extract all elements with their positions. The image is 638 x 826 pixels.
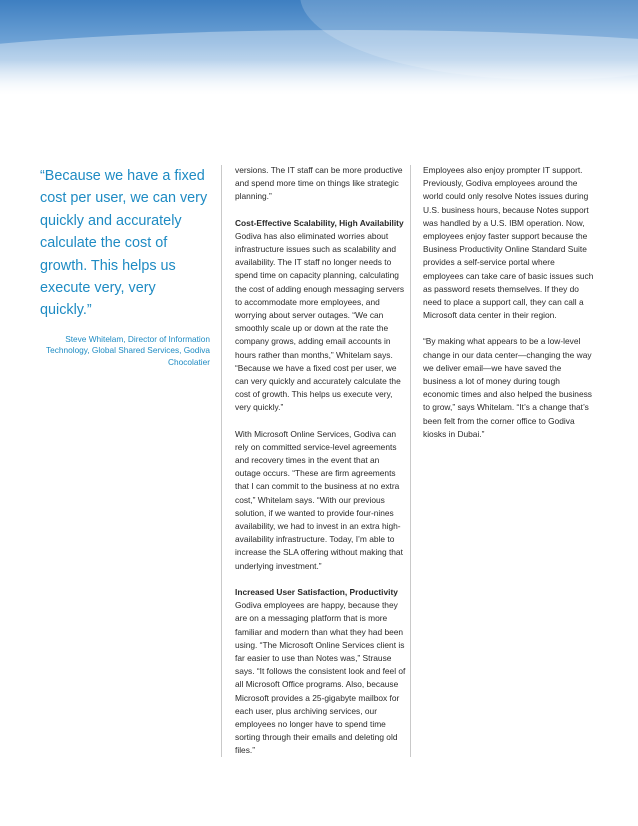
- article-column-2: [235, 164, 407, 771]
- banner-fade: [0, 60, 638, 95]
- paragraph: Employees also enjoy prompter IT support. Previously, Godiva employees around the world could only resolve Notes issues during U.S. business hours, because Notes support was handled by a U.S. IBM operation. Now, employees enjoy faster support because the Business Productivity Online Standard Suite provides a self-service portal where employees can take care of basic issues such as password resets themselves. If they do need to place a support call, they can call a Microsoft data center in their region.: [423, 165, 594, 321]
- pull-quote-text: “Because we have a fixed cost per user, we can very quickly and accurately calculate the cost of growth. This helps us execute very, very quickly.”: [40, 168, 208, 319]
- pull-quote: [40, 165, 210, 369]
- header-banner: [0, 0, 638, 95]
- column-divider: [410, 165, 411, 757]
- paragraph: “By making what appears to be a low-level change in our data center—changing the way we deliver email—we have saved the business a lot of money during tough economic times and also helped the business to grow,” says Whitelam. “It’s a change that’s been felt from the corner office to Godiva kiosks in Dubai.”: [423, 336, 592, 439]
- article-column-3: [423, 164, 596, 454]
- paragraph: Godiva has also eliminated worries about infrastructure issues such as scalability and availability. The IT staff no longer needs to spend time on capacity planning, calculating the cost of adding enough messaging servers to accommodate more employees, and worrying about server outages. “We can smoothly scale up or down at the rate the company grows, adding email accounts in hours rather than months,” Whitelam says. “Because we have a fixed cost per user, we can very quickly and accurately calculate the cost of growth. This helps us execute very, very quickly.”: [235, 230, 405, 413]
- section-heading: Increased User Satisfaction, Productivity: [235, 586, 398, 597]
- column-divider: [221, 165, 222, 757]
- paragraph: With Microsoft Online Services, Godiva can rely on committed service-level agreements and recovery times in the event that an outage occurs. “These are firm agreements that I can commit to the business at no extra cost,” Whitelam says. “With our previous solution, if we wanted to provide four-nines availability, we had to invest in an extra high-availability infrastructure. Today, I’m able to increase the SLA offering without making that underlying investment.”: [235, 428, 403, 571]
- paragraph: Godiva employees are happy, because they are on a messaging platform that is more familiar and modern than what they had been using. “The Microsoft Online Services client is far easier to use than Notes was,” Strause says. “It follows the consistent look and feel of all Microsoft Office programs. Also, because Microsoft provides a 25-gigabyte mailbox for each user, plus archiving services, our employees no longer have to spend time sorting through their emails and deleting old files.”: [235, 600, 406, 756]
- paragraph: versions. The IT staff can be more productive and spend more time on things like strategic planning.”: [235, 165, 403, 202]
- pull-quote-attribution: Steve Whitelam, Director of Information Technology, Global Shared Services, Godiva Chocolatier: [45, 333, 210, 368]
- section-heading: Cost-Effective Scalability, High Availability: [235, 217, 404, 228]
